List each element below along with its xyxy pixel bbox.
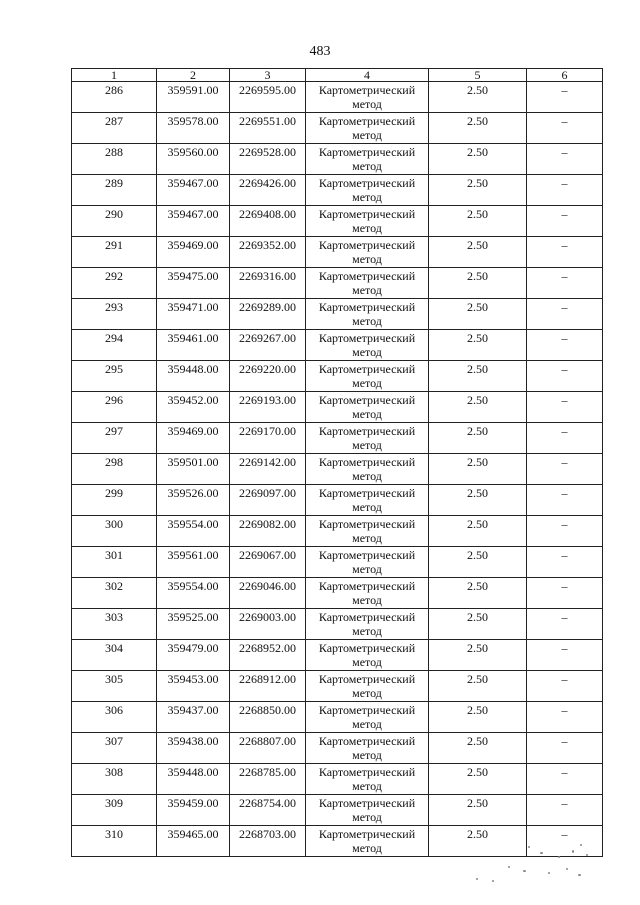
note-cell: – (527, 175, 603, 206)
point-number-cell: 308 (72, 764, 157, 795)
note-cell: – (527, 454, 603, 485)
point-number-cell: 304 (72, 640, 157, 671)
point-number-cell: 292 (72, 268, 157, 299)
header-row (72, 69, 603, 82)
precision-cell: 2.50 (429, 330, 527, 361)
precision-cell: 2.50 (429, 392, 527, 423)
coordinates-table (71, 68, 603, 857)
point-number-cell: 307 (72, 733, 157, 764)
y-coordinate-cell: 2269352.00 (230, 237, 306, 268)
point-number-cell: 306 (72, 702, 157, 733)
method-cell: Картометрический метод (306, 795, 429, 826)
point-number-cell: 286 (72, 82, 157, 113)
method-cell: Картометрический метод (306, 485, 429, 516)
table-row (72, 299, 603, 330)
point-number-cell: 294 (72, 330, 157, 361)
method-cell: Картометрический метод (306, 578, 429, 609)
y-coordinate-cell: 2269003.00 (230, 609, 306, 640)
x-coordinate-cell: 359501.00 (157, 454, 230, 485)
precision-cell: 2.50 (429, 361, 527, 392)
method-cell: Картометрический метод (306, 609, 429, 640)
table-row (72, 795, 603, 826)
table-row (72, 578, 603, 609)
method-cell: Картометрический метод (306, 299, 429, 330)
table-row (72, 361, 603, 392)
y-coordinate-cell: 2269528.00 (230, 144, 306, 175)
table-row (72, 392, 603, 423)
table-row (72, 113, 603, 144)
precision-cell: 2.50 (429, 764, 527, 795)
y-coordinate-cell: 2269067.00 (230, 547, 306, 578)
note-cell: – (527, 113, 603, 144)
x-coordinate-cell: 359591.00 (157, 82, 230, 113)
x-coordinate-cell: 359561.00 (157, 547, 230, 578)
method-cell: Картометрический метод (306, 144, 429, 175)
precision-cell: 2.50 (429, 702, 527, 733)
method-cell: Картометрический метод (306, 237, 429, 268)
point-number-cell: 303 (72, 609, 157, 640)
precision-cell: 2.50 (429, 671, 527, 702)
table-row (72, 485, 603, 516)
method-cell: Картометрический метод (306, 547, 429, 578)
column-header: 5 (429, 69, 527, 82)
x-coordinate-cell: 359554.00 (157, 578, 230, 609)
x-coordinate-cell: 359475.00 (157, 268, 230, 299)
y-coordinate-cell: 2269595.00 (230, 82, 306, 113)
note-cell: – (527, 547, 603, 578)
table-row (72, 237, 603, 268)
method-cell: Картометрический метод (306, 361, 429, 392)
table-row (72, 609, 603, 640)
method-cell: Картометрический метод (306, 764, 429, 795)
note-cell: – (527, 299, 603, 330)
table-row (72, 175, 603, 206)
method-cell: Картометрический метод (306, 113, 429, 144)
precision-cell: 2.50 (429, 547, 527, 578)
note-cell: – (527, 423, 603, 454)
note-cell: – (527, 361, 603, 392)
method-cell: Картометрический метод (306, 206, 429, 237)
y-coordinate-cell: 2269316.00 (230, 268, 306, 299)
precision-cell: 2.50 (429, 485, 527, 516)
note-cell: – (527, 268, 603, 299)
x-coordinate-cell: 359578.00 (157, 113, 230, 144)
method-cell: Картометрический метод (306, 702, 429, 733)
y-coordinate-cell: 2269193.00 (230, 392, 306, 423)
x-coordinate-cell: 359471.00 (157, 299, 230, 330)
x-coordinate-cell: 359453.00 (157, 671, 230, 702)
x-coordinate-cell: 359461.00 (157, 330, 230, 361)
method-cell: Картометрический метод (306, 733, 429, 764)
point-number-cell: 302 (72, 578, 157, 609)
x-coordinate-cell: 359448.00 (157, 764, 230, 795)
method-cell: Картометрический метод (306, 268, 429, 299)
table-row (72, 702, 603, 733)
precision-cell: 2.50 (429, 113, 527, 144)
y-coordinate-cell: 2268754.00 (230, 795, 306, 826)
table-row (72, 671, 603, 702)
x-coordinate-cell: 359525.00 (157, 609, 230, 640)
precision-cell: 2.50 (429, 826, 527, 857)
precision-cell: 2.50 (429, 237, 527, 268)
note-cell: – (527, 609, 603, 640)
y-coordinate-cell: 2269046.00 (230, 578, 306, 609)
x-coordinate-cell: 359560.00 (157, 144, 230, 175)
point-number-cell: 290 (72, 206, 157, 237)
point-number-cell: 295 (72, 361, 157, 392)
precision-cell: 2.50 (429, 516, 527, 547)
y-coordinate-cell: 2269220.00 (230, 361, 306, 392)
precision-cell: 2.50 (429, 454, 527, 485)
precision-cell: 2.50 (429, 733, 527, 764)
table-row (72, 423, 603, 454)
precision-cell: 2.50 (429, 82, 527, 113)
x-coordinate-cell: 359554.00 (157, 516, 230, 547)
precision-cell: 2.50 (429, 268, 527, 299)
column-header: 1 (72, 69, 157, 82)
note-cell: – (527, 826, 603, 857)
note-cell: – (527, 640, 603, 671)
x-coordinate-cell: 359526.00 (157, 485, 230, 516)
note-cell: – (527, 516, 603, 547)
table-row (72, 144, 603, 175)
note-cell: – (527, 330, 603, 361)
point-number-cell: 298 (72, 454, 157, 485)
note-cell: – (527, 392, 603, 423)
precision-cell: 2.50 (429, 206, 527, 237)
point-number-cell: 287 (72, 113, 157, 144)
y-coordinate-cell: 2269551.00 (230, 113, 306, 144)
y-coordinate-cell: 2269097.00 (230, 485, 306, 516)
x-coordinate-cell: 359437.00 (157, 702, 230, 733)
x-coordinate-cell: 359469.00 (157, 423, 230, 454)
method-cell: Картометрический метод (306, 454, 429, 485)
x-coordinate-cell: 359438.00 (157, 733, 230, 764)
note-cell: – (527, 237, 603, 268)
note-cell: – (527, 82, 603, 113)
y-coordinate-cell: 2269267.00 (230, 330, 306, 361)
precision-cell: 2.50 (429, 299, 527, 330)
x-coordinate-cell: 359452.00 (157, 392, 230, 423)
table-row (72, 640, 603, 671)
column-header: 4 (306, 69, 429, 82)
y-coordinate-cell: 2268850.00 (230, 702, 306, 733)
column-header: 3 (230, 69, 306, 82)
table-row (72, 206, 603, 237)
point-number-cell: 310 (72, 826, 157, 857)
precision-cell: 2.50 (429, 175, 527, 206)
table-row (72, 764, 603, 795)
note-cell: – (527, 578, 603, 609)
note-cell: – (527, 702, 603, 733)
note-cell: – (527, 795, 603, 826)
point-number-cell: 289 (72, 175, 157, 206)
column-header: 6 (527, 69, 603, 82)
faint-stamp-marks (468, 842, 598, 887)
point-number-cell: 288 (72, 144, 157, 175)
y-coordinate-cell: 2268807.00 (230, 733, 306, 764)
point-number-cell: 305 (72, 671, 157, 702)
method-cell: Картометрический метод (306, 640, 429, 671)
table-row (72, 330, 603, 361)
point-number-cell: 296 (72, 392, 157, 423)
point-number-cell: 300 (72, 516, 157, 547)
note-cell: – (527, 206, 603, 237)
note-cell: – (527, 764, 603, 795)
table-row (72, 516, 603, 547)
y-coordinate-cell: 2269408.00 (230, 206, 306, 237)
note-cell: – (527, 144, 603, 175)
x-coordinate-cell: 359467.00 (157, 175, 230, 206)
precision-cell: 2.50 (429, 609, 527, 640)
point-number-cell: 301 (72, 547, 157, 578)
y-coordinate-cell: 2269170.00 (230, 423, 306, 454)
column-header: 2 (157, 69, 230, 82)
method-cell: Картометрический метод (306, 82, 429, 113)
table-row (72, 547, 603, 578)
table-row (72, 268, 603, 299)
x-coordinate-cell: 359467.00 (157, 206, 230, 237)
method-cell: Картометрический метод (306, 392, 429, 423)
precision-cell: 2.50 (429, 640, 527, 671)
precision-cell: 2.50 (429, 578, 527, 609)
point-number-cell: 291 (72, 237, 157, 268)
y-coordinate-cell: 2269289.00 (230, 299, 306, 330)
y-coordinate-cell: 2268785.00 (230, 764, 306, 795)
precision-cell: 2.50 (429, 795, 527, 826)
precision-cell: 2.50 (429, 423, 527, 454)
table-row (72, 82, 603, 113)
point-number-cell: 293 (72, 299, 157, 330)
y-coordinate-cell: 2269142.00 (230, 454, 306, 485)
x-coordinate-cell: 359448.00 (157, 361, 230, 392)
x-coordinate-cell: 359465.00 (157, 826, 230, 857)
method-cell: Картометрический метод (306, 516, 429, 547)
method-cell: Картометрический метод (306, 175, 429, 206)
table-row (72, 733, 603, 764)
precision-cell: 2.50 (429, 144, 527, 175)
method-cell: Картометрический метод (306, 671, 429, 702)
x-coordinate-cell: 359469.00 (157, 237, 230, 268)
note-cell: – (527, 671, 603, 702)
note-cell: – (527, 485, 603, 516)
x-coordinate-cell: 359459.00 (157, 795, 230, 826)
note-cell: – (527, 733, 603, 764)
y-coordinate-cell: 2268703.00 (230, 826, 306, 857)
y-coordinate-cell: 2268952.00 (230, 640, 306, 671)
x-coordinate-cell: 359479.00 (157, 640, 230, 671)
point-number-cell: 309 (72, 795, 157, 826)
y-coordinate-cell: 2268912.00 (230, 671, 306, 702)
method-cell: Картометрический метод (306, 330, 429, 361)
table-row (72, 454, 603, 485)
point-number-cell: 299 (72, 485, 157, 516)
method-cell: Картометрический метод (306, 423, 429, 454)
point-number-cell: 297 (72, 423, 157, 454)
y-coordinate-cell: 2269082.00 (230, 516, 306, 547)
y-coordinate-cell: 2269426.00 (230, 175, 306, 206)
page-number: 483 (309, 44, 331, 59)
method-cell: Картометрический метод (306, 826, 429, 857)
